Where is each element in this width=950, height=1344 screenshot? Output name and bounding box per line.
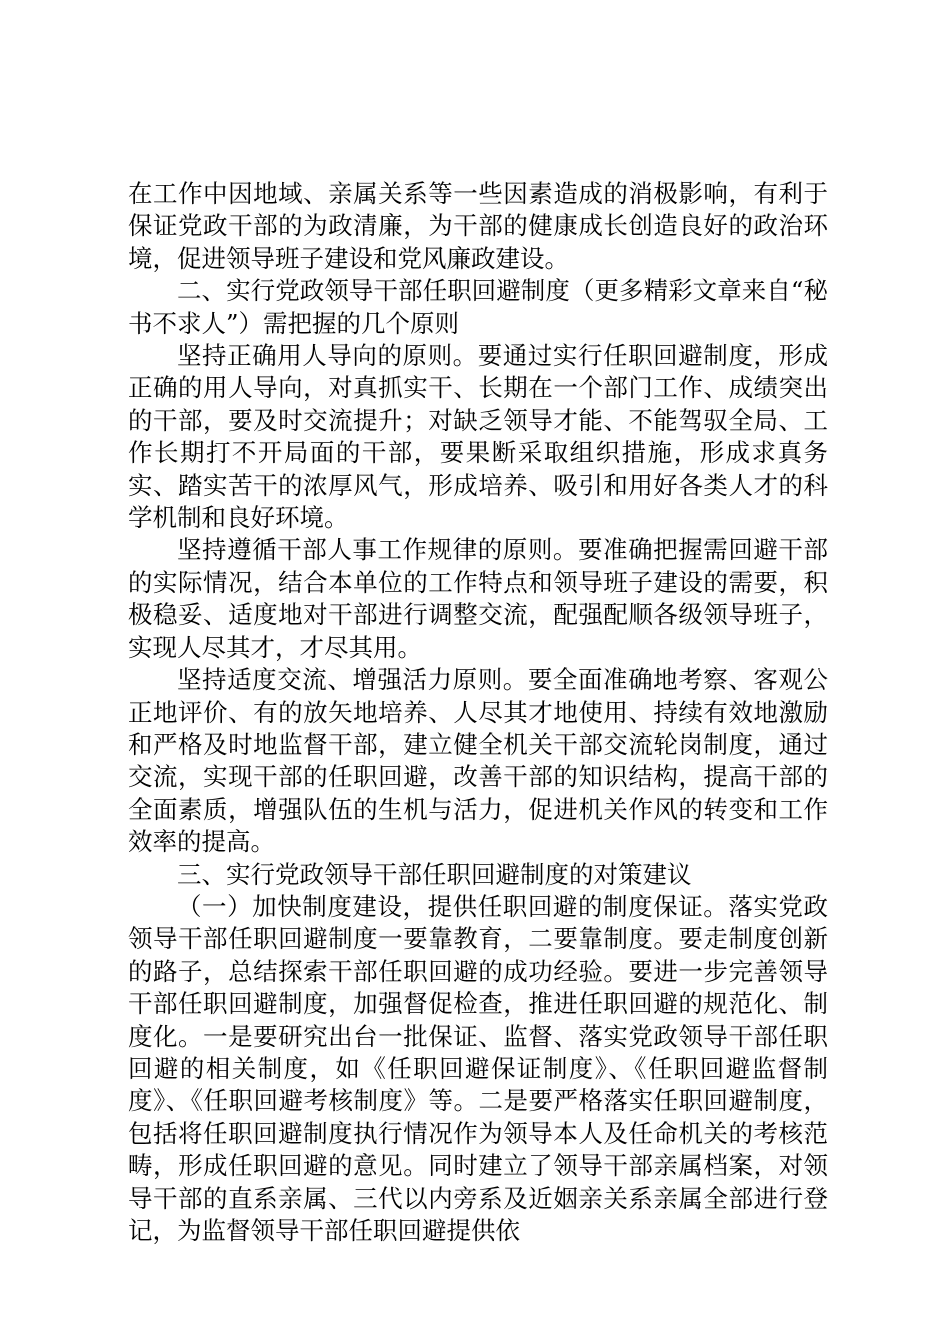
paragraph-3: 坚持正确用人导向的原则。要通过实行任职回避制度，形成正确的用人导向，对真抓实干、长期在一个部门工作、成绩突出的干部，要及时交流提升；对缺乏领导才能、不能驾驭全局、工作长期打不开局面的干部，要果断采取组织措施，形成求真务实、踏实苦干的浓厚风气，形成培养、吸引和用好各类人才的科学机制和良好环境。 xyxy=(128,341,828,533)
section-heading-3: 三、实行党政领导干部任职回避制度的对策建议 xyxy=(177,859,692,889)
paragraph-4: 坚持遵循干部人事工作规律的原则。要准确把握需回避干部的实际情况，结合本单位的工作特点和领导班子建设的需要，积极稳妥、适度地对干部进行调整交流，配强配顺各级领导班子，实现人尽其才，才尽其用。 xyxy=(128,535,828,662)
document-page xyxy=(128,178,828,1247)
paragraph-1: 在工作中因地域、亲属关系等一些因素造成的消极影响，有利于保证党政干部的为政清廉，为干部的健康成长创造良好的政治环境，促进领导班子建设和党风廉政建设。 xyxy=(128,179,828,273)
paragraph-5: 坚持适度交流、增强活力原则。要全面准确地考察、客观公正地评价、有的放矢地培养、人尽其才地使用、持续有效地激励和严格及时地监督干部，建立健全机关干部交流轮岗制度，通过交流，实现干部的任职回避，改善干部的知识结构，提高干部的全面素质，增强队伍的生机与活力，促进机关作风的转变和工作效率的提高。 xyxy=(128,665,828,857)
section-heading-2: 二、实行党政领导干部任职回避制度（更多精彩文章来自“秘书不求人”）需把握的几个原则 xyxy=(128,276,828,338)
paragraph-7: （一）加快制度建设，提供任职回避的制度保证。落实党政领导干部任职回避制度一要靠教育，二要靠制度。要走制度创新的路子，总结探索干部任职回避的成功经验。要进一步完善领导干部任职回避制度，加强督促检查，推进任职回避的规范化、制度化。一是要研究出台一批保证、监督、落实党政领导干部任职回避的相关制度，如《任职回避保证制度》、《任职回避监督制度》、《任职回避考核制度》等。二是要严格落实任职回避制度，包括将任职回避制度执行情况作为领导本人及任命机关的考核范畴，形成任职回避的意见。同时建立了领导干部亲属档案，对领导干部的直系亲属、三代以内旁系及近姻亲关系亲属全部进行登记，为监督领导干部任职回避提供依 xyxy=(128,891,828,1245)
